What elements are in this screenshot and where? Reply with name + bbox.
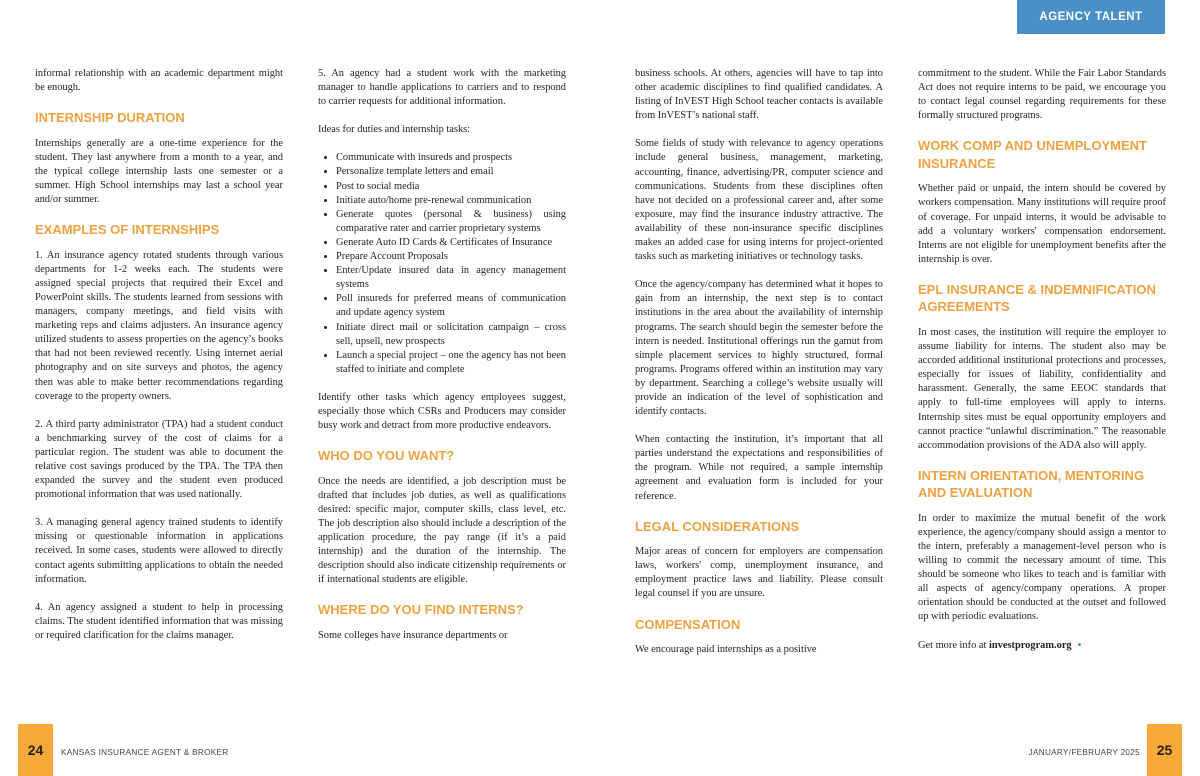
heading-where-do-you-find-interns: WHERE DO YOU FIND INTERNS? xyxy=(318,602,524,618)
more-info-line xyxy=(918,639,1166,653)
paragraph: 2. A third party administrator (TPA) had a student conduct a benchmarking survey of the cost of claims for a particular region. The student was able to document the relative cost savings produced by the TPA. The TPA then expanded the survey and the student even produced promotional information that was used nationally. xyxy=(35,418,283,501)
column-2 xyxy=(318,67,566,643)
end-mark-bullet: • xyxy=(1077,639,1082,651)
list-item: • Personalize template letters and email xyxy=(336,165,566,179)
column-3 xyxy=(635,67,883,657)
paragraph: When contacting the institution, it’s important that all parties understand the expectations and responsibilities of the program. While not required, a sample internship agreement and evaluation form is included for your reference. xyxy=(635,434,883,502)
paragraph: business schools. At others, agencies will have to tap into other academic disciplines to find qualified candidates. A listing of InVEST High School teacher contacts is available from InVEST’s national staff. xyxy=(635,68,883,122)
page-number-right: 25 xyxy=(1147,724,1182,776)
heading-legal-considerations: LEGAL CONSIDERATIONS xyxy=(635,518,800,534)
column-4 xyxy=(918,67,1166,653)
publication-title: KANSAS INSURANCE AGENT & BROKER xyxy=(61,748,229,757)
list-item: • Launch a special project – one the agency has not been staffed to initiate and complete xyxy=(336,349,566,377)
paragraph: In most cases, the institution will require the employer to assume liability for interns. The student also may be accorded additional institutional protections and processes, especially for issues of liability, confidentiality and harassment. Generally, the same EEOC standards that apply to full-time employees will apply to interns. Internship sites must be equal opportunity employers and cannot practice “unlawful discrimination.” The reasonable accommodation provisions of the ADA also will apply. xyxy=(918,326,1166,451)
paragraph: Once the needs are identified, a job description must be drafted that includes job duties, as well as qualifications desired: specific major, computer skills, class level, etc. The job description also should include a description of the application procedure, the pay range (if it’s a paid internship) and the duration of the internship. The description should also indicate citizenship requirements or if international students are eligible. xyxy=(318,475,566,586)
paragraph: We encourage paid internships as a positive xyxy=(635,644,817,655)
heading-intern-orientation: INTERN ORIENTATION, MENTORING AND EVALUATION xyxy=(918,467,1145,501)
paragraph: commitment to the student. While the Fair Labor Standards Act does not require interns to be paid, we encourage you to contact legal counsel regarding requirements for these formally structured programs. xyxy=(918,68,1166,122)
paragraph: 3. A managing general agency trained students to identify missing or questionable information in applications received. In some cases, students were allowed to directly contact agents submitting applications to obtain the needed information. xyxy=(35,517,283,585)
heading-internship-duration: INTERNSHIP DURATION xyxy=(35,110,185,126)
list-item: • Poll insureds for preferred means of communication and update agency system xyxy=(336,292,566,320)
list-item: • Generate quotes (personal & business) using comparative rater and carrier proprietary systems xyxy=(336,208,566,236)
paragraph: 4. An agency assigned a student to help in processing claims. The student identified information that was missing or required clarification for the claims manager. xyxy=(35,601,283,641)
paragraph: Some fields of study with relevance to agency operations include general business, management, marketing, accounting, finance, advertising/PR, computer science and communications. Students from these disciplines often have not decided on a professional career and, after some exposure, may find the insurance industry attractive. The availability of these non-insurance specific disciplines makes an added case for using interns for project-oriented tasks such as marketing initiatives or technology tasks. xyxy=(635,138,883,263)
paragraph: 1. An insurance agency rotated students through various departments for 1-2 weeks each. The students were assigned special projects that required their Excel and PowerPoint skills. The students learned from sessions with managers, company meetings, and field visits with marketing reps and claims adjusters. An insurance agency utilized students to assess properties on the agency’s books that had not been reviewed recently. Using internet aerial photography and on site surveys and photos, the agency then was able to make better recommendations regarding coverage to the property owners. xyxy=(35,249,283,402)
list-item: • Initiate direct mail or solicitation campaign – cross sell, upsell, new prospects xyxy=(336,321,566,349)
paragraph: Some colleges have insurance departments or xyxy=(318,629,508,641)
column-1 xyxy=(35,67,283,643)
paragraph: Whether paid or unpaid, the intern should be covered by workers compensation. Many institutions will require proof of coverage. For unpaid interns, it would be advisable to add a voluntary workers' compensation endorsement. Interns are not eligible for unemployment benefits after the internship is over. xyxy=(918,183,1166,265)
paragraph: Identify other tasks which agency employees suggest, especially those which CSRs and Producers may consider busy work and detract from more productive endeavors. xyxy=(318,391,566,432)
heading-epl-insurance-indemnification: EPL INSURANCE & INDEMNIFICATION AGREEMENTS xyxy=(918,281,1156,315)
invest-program-link[interactable]: investprogram.org xyxy=(989,639,1072,651)
list-item: • Prepare Account Proposals xyxy=(336,250,566,264)
paragraph: 5. An agency had a student work with the marketing manager to handle applications to carriers and to respond to carrier requests for additional information. xyxy=(318,68,566,108)
list-item: • Initiate auto/home pre-renewal communication xyxy=(336,194,566,208)
paragraph: informal relationship with an academic department might be enough. xyxy=(35,68,283,94)
paragraph: Once the agency/company has determined what it hopes to gain from an internship, the next step is to contact institutions in the area about the availability of internship programs. The search should begin the semester before the intern is needed. Institutional offerings run the gamut from simple placement services to highly structured, formal programs. Programs offered within an institution may vary by department. Searching a college’s website usually will provide an indication of the level of sophistication and identify contacts. xyxy=(635,279,883,418)
list-item: • Enter/Update insured data in agency management systems xyxy=(336,264,566,292)
heading-examples-of-internships: EXAMPLES OF INTERNSHIPS xyxy=(35,222,220,238)
task-list xyxy=(318,151,566,377)
paragraph: Internships generally are a one-time experience for the student. They last anywhere from a month to a year, and the typical college internship lasts one semester or a summer. High School internships may last a school year and/or summer. xyxy=(35,137,283,206)
issue-date: JANUARY/FEBRUARY 2025 xyxy=(1028,748,1140,757)
heading-who-do-you-want: WHO DO YOU WANT? xyxy=(318,448,455,464)
list-item: • Communicate with insureds and prospects xyxy=(336,151,566,165)
paragraph: Major areas of concern for employers are compensation laws, workers' comp, unemployment insurance, and employment practice laws and liability. Please consult legal counsel if you are unsure. xyxy=(635,546,883,600)
heading-work-comp-and-unemployment-insurance: WORK COMP AND UNEMPLOYMENT INSURANCE xyxy=(918,138,1147,171)
more-info-label: Get more info at xyxy=(918,639,987,651)
page-number-left: 24 xyxy=(18,724,53,776)
list-item: • Generate Auto ID Cards & Certificates of Insurance xyxy=(336,236,566,250)
paragraph: In order to maximize the mutual benefit of the work experience, the agency/company should assign a mentor to the intern, preferably a management-level person who is willing to commit the necessary amount of time. This should be someone who likes to teach and is familiar with all aspects of agency/company operations. A proper orientation should be conducted at the outset and followed up with periodic evaluations. xyxy=(918,512,1166,623)
section-tab: AGENCY TALENT xyxy=(1017,0,1165,34)
paragraph: Ideas for duties and internship tasks: xyxy=(318,124,471,136)
heading-compensation: COMPENSATION xyxy=(635,616,741,632)
list-item: • Post to social media xyxy=(336,180,566,194)
